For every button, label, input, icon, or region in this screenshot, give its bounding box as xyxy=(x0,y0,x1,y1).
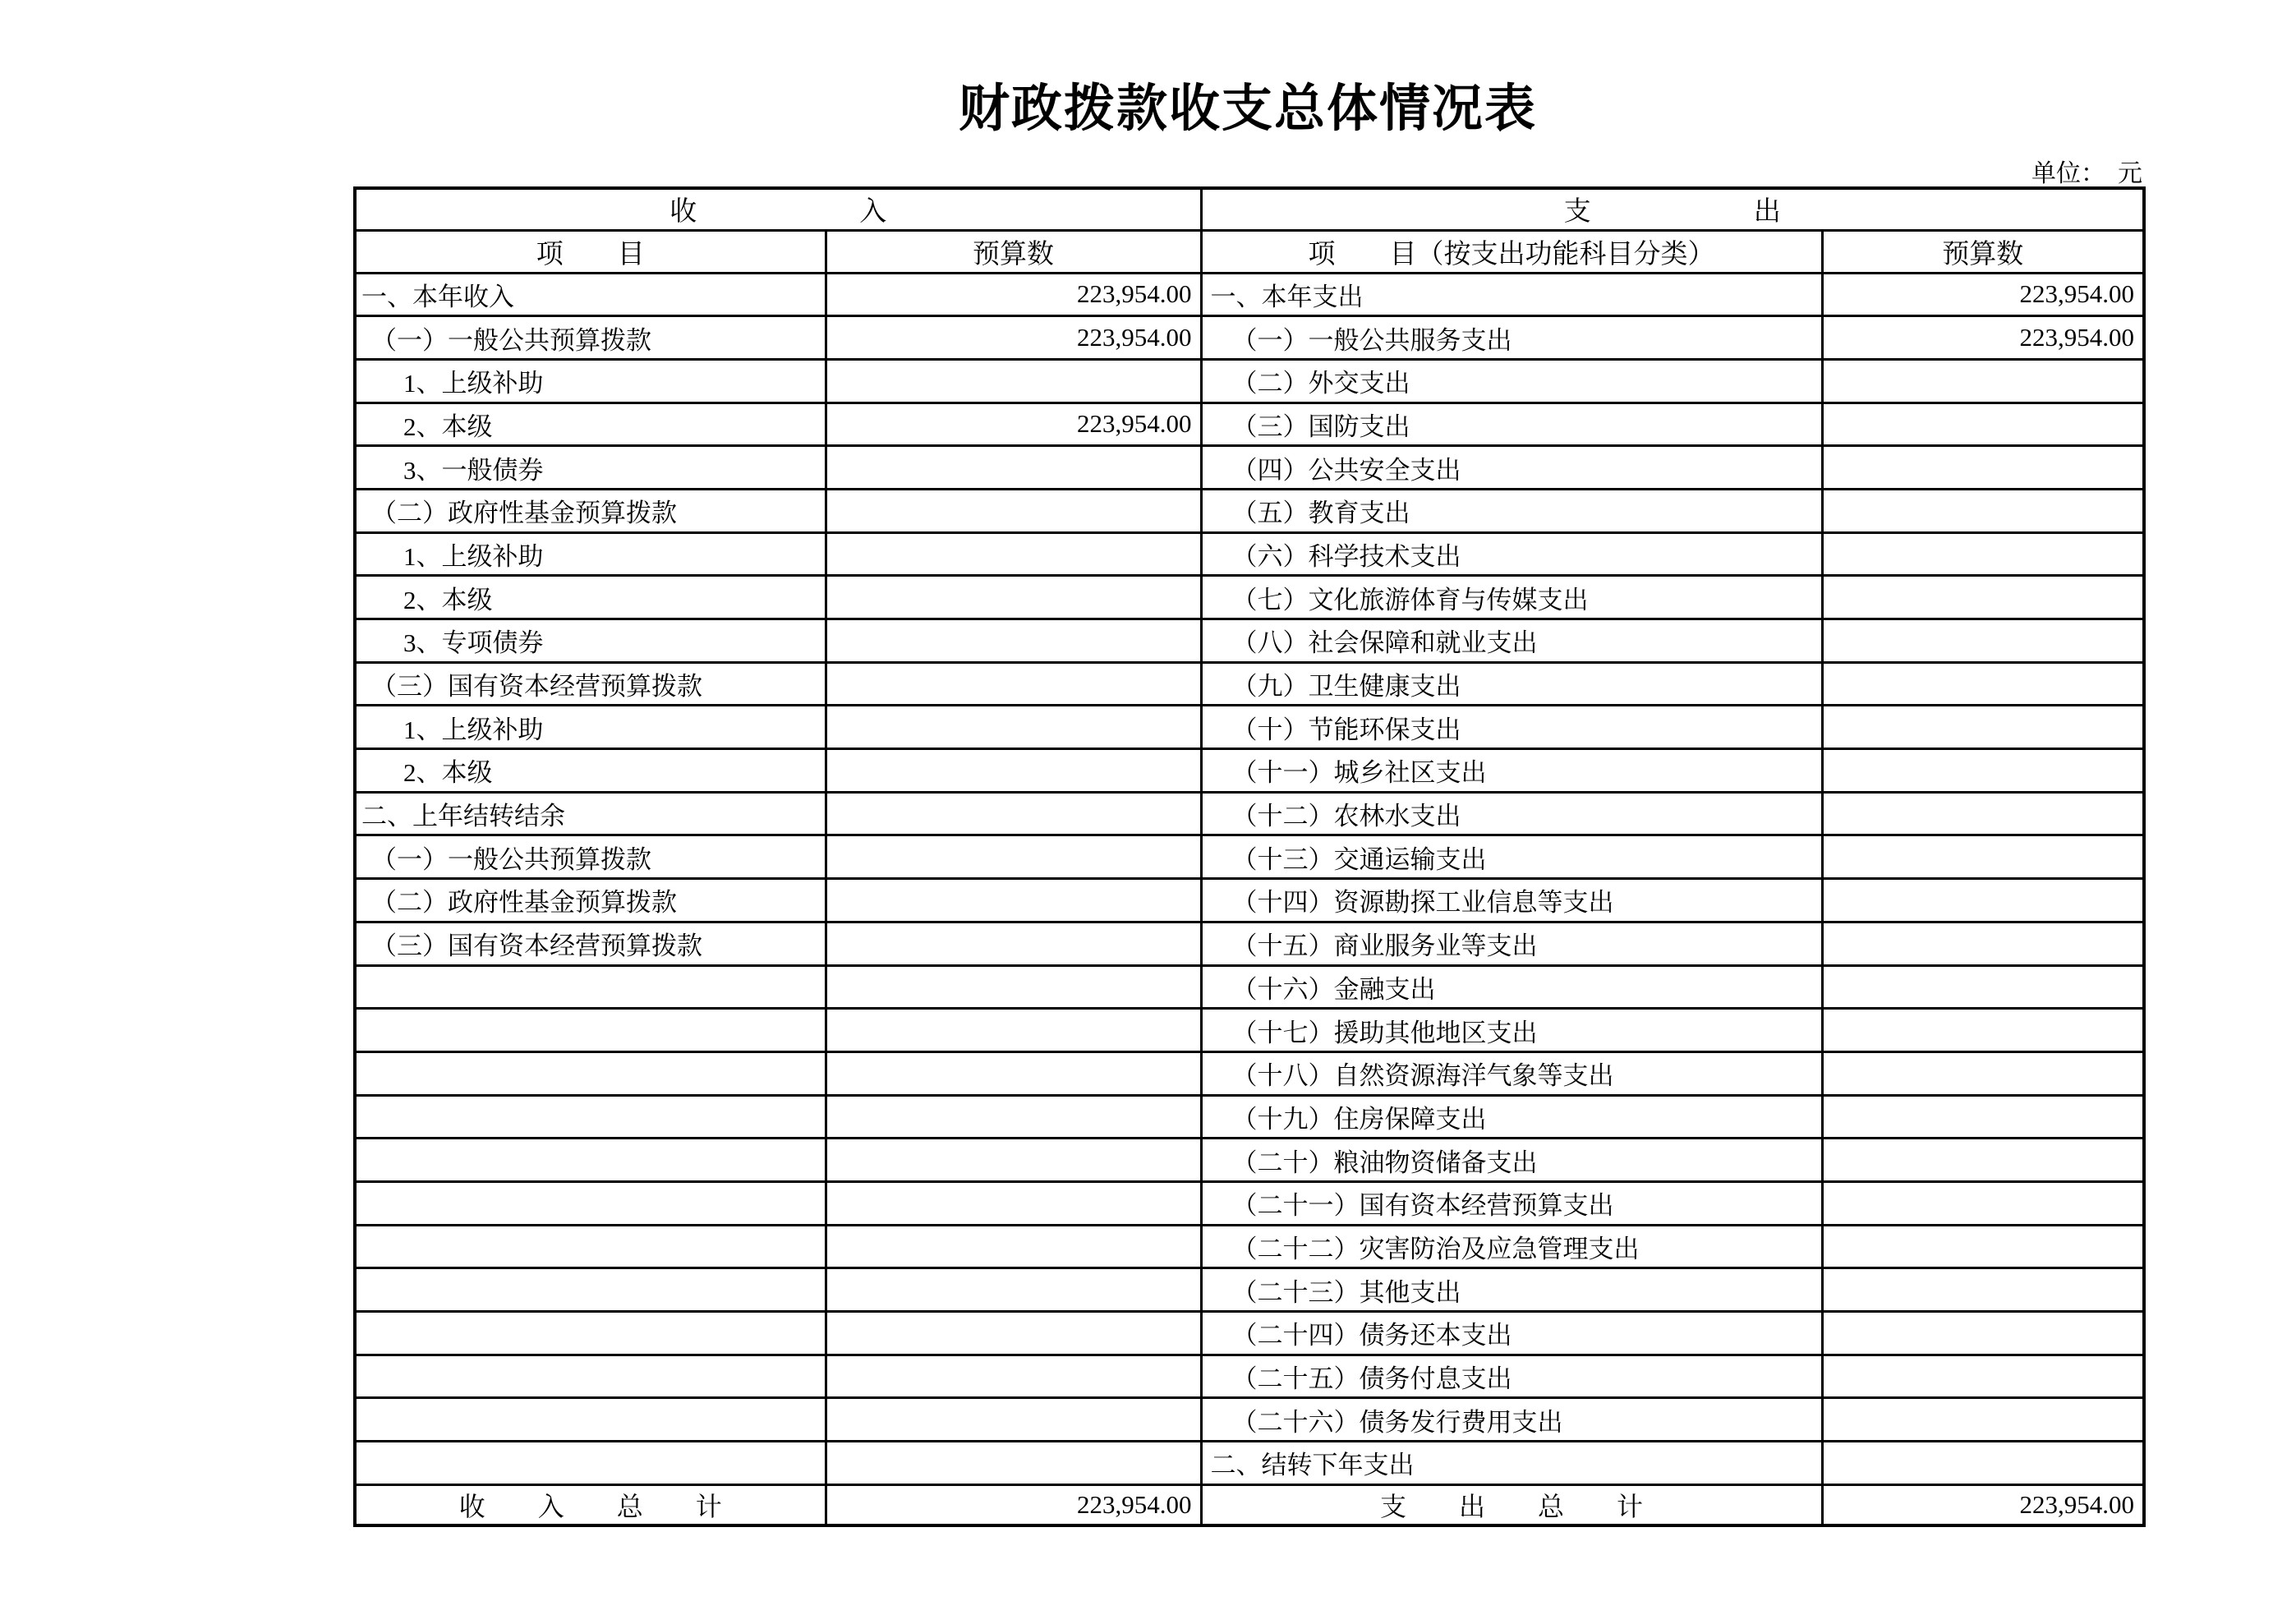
expenditure-budget-cell: 223,954.00 xyxy=(1822,273,2144,316)
expenditure-budget-cell xyxy=(1822,1181,2144,1225)
income-item-cell: 二、上年结转结余 xyxy=(355,792,826,835)
income-item-cell xyxy=(355,1051,826,1095)
table-row xyxy=(355,1225,2144,1268)
income-item-cell: 1、上级补助 xyxy=(355,532,826,576)
section-header-row xyxy=(355,188,2144,230)
income-budget-cell: 223,954.00 xyxy=(826,316,1201,360)
income-budget-header: 预算数 xyxy=(826,230,1201,273)
expenditure-budget-cell: 223,954.00 xyxy=(1822,316,2144,360)
income-budget-cell xyxy=(826,965,1201,1009)
expenditure-item-cell: （二十六）债务发行费用支出 xyxy=(1201,1398,1822,1442)
income-budget-cell xyxy=(826,879,1201,922)
income-item-cell: 3、专项债券 xyxy=(355,619,826,663)
table-row xyxy=(355,532,2144,576)
income-item-cell xyxy=(355,1095,826,1139)
income-budget-cell: 223,954.00 xyxy=(826,273,1201,316)
income-item-cell xyxy=(355,1268,826,1312)
expenditure-item-cell: （十八）自然资源海洋气象等支出 xyxy=(1201,1051,1822,1095)
income-item-cell: 2、本级 xyxy=(355,403,826,446)
table-row xyxy=(355,1355,2144,1398)
table-row xyxy=(355,1442,2144,1485)
expenditure-item-cell: （二十五）债务付息支出 xyxy=(1201,1355,1822,1398)
table-row xyxy=(355,273,2144,316)
expenditure-budget-cell xyxy=(1822,1268,2144,1312)
expenditure-item-cell: （四）公共安全支出 xyxy=(1201,446,1822,490)
expenditure-item-cell: 二、结转下年支出 xyxy=(1201,1442,1822,1485)
unit-label: 单位： 元 xyxy=(2031,160,2142,187)
expenditure-item-cell: （五）教育支出 xyxy=(1201,489,1822,532)
income-item-cell xyxy=(355,1355,826,1398)
expenditure-item-cell: （三）国防支出 xyxy=(1201,403,1822,446)
income-item-cell xyxy=(355,965,826,1009)
expenditure-item-cell: （九）卫生健康支出 xyxy=(1201,662,1822,706)
expenditure-budget-cell xyxy=(1822,1095,2144,1139)
table-row xyxy=(355,1268,2144,1312)
income-budget-cell xyxy=(826,1009,1201,1052)
income-budget-cell xyxy=(826,1095,1201,1139)
expenditure-item-cell: （十三）交通运输支出 xyxy=(1201,835,1822,879)
table-row xyxy=(355,792,2144,835)
expenditure-budget-cell xyxy=(1822,749,2144,793)
table-row xyxy=(355,316,2144,360)
table-row xyxy=(355,1095,2144,1139)
table-row xyxy=(355,922,2144,965)
income-budget-cell xyxy=(826,922,1201,965)
income-item-cell: 1、上级补助 xyxy=(355,706,826,749)
income-item-header: 项 目 xyxy=(355,230,826,273)
table-row xyxy=(355,1139,2144,1182)
table-row xyxy=(355,835,2144,879)
table-row xyxy=(355,359,2144,403)
expenditure-item-cell: 一、本年支出 xyxy=(1201,273,1822,316)
income-item-cell: （二）政府性基金预算拨款 xyxy=(355,489,826,532)
expenditure-item-cell: （二十一）国有资本经营预算支出 xyxy=(1201,1181,1822,1225)
table-row xyxy=(355,403,2144,446)
expenditure-item-cell: （十七）援助其他地区支出 xyxy=(1201,1009,1822,1052)
expenditure-item-cell: （六）科学技术支出 xyxy=(1201,532,1822,576)
table-row xyxy=(355,706,2144,749)
income-budget-cell xyxy=(826,792,1201,835)
income-item-cell: （三）国有资本经营预算拨款 xyxy=(355,922,826,965)
expenditure-item-cell: （十二）农林水支出 xyxy=(1201,792,1822,835)
income-item-cell xyxy=(355,1312,826,1355)
expenditure-budget-cell xyxy=(1822,1442,2144,1485)
income-item-cell: （三）国有资本经营预算拨款 xyxy=(355,662,826,706)
table-row xyxy=(355,489,2144,532)
table-body xyxy=(355,273,2144,1484)
expenditure-budget-cell xyxy=(1822,1225,2144,1268)
expenditure-budget-cell xyxy=(1822,706,2144,749)
expenditure-item-cell: （二十）粮油物资储备支出 xyxy=(1201,1139,1822,1182)
expenditure-item-cell: （十四）资源勘探工业信息等支出 xyxy=(1201,879,1822,922)
income-item-cell: 2、本级 xyxy=(355,749,826,793)
expenditure-budget-cell xyxy=(1822,446,2144,490)
income-budget-cell xyxy=(826,706,1201,749)
expenditure-item-cell: （二十二）灾害防治及应急管理支出 xyxy=(1201,1225,1822,1268)
expenditure-budget-cell xyxy=(1822,489,2144,532)
expenditure-budget-cell xyxy=(1822,662,2144,706)
expenditure-budget-cell xyxy=(1822,619,2144,663)
expenditure-budget-cell xyxy=(1822,1355,2144,1398)
table-row xyxy=(355,1312,2144,1355)
income-total-value: 223,954.00 xyxy=(826,1484,1201,1525)
income-total-label: 收 入 总 计 xyxy=(355,1484,826,1525)
expenditure-budget-cell xyxy=(1822,1312,2144,1355)
expenditure-section-header: 支 出 xyxy=(1201,188,2144,230)
income-item-cell: 2、本级 xyxy=(355,576,826,619)
expenditure-item-cell: （二）外交支出 xyxy=(1201,359,1822,403)
expenditure-budget-cell xyxy=(1822,532,2144,576)
income-budget-cell xyxy=(826,1139,1201,1182)
income-item-cell: （二）政府性基金预算拨款 xyxy=(355,879,826,922)
total-row xyxy=(355,1484,2144,1525)
income-item-cell: 3、一般债券 xyxy=(355,446,826,490)
table-row xyxy=(355,1398,2144,1442)
expenditure-budget-header: 预算数 xyxy=(1822,230,2144,273)
table-row xyxy=(355,619,2144,663)
expenditure-budget-cell xyxy=(1822,403,2144,446)
income-budget-cell xyxy=(826,1051,1201,1095)
income-budget-cell xyxy=(826,576,1201,619)
table-row xyxy=(355,1009,2144,1052)
income-budget-cell xyxy=(826,1398,1201,1442)
income-budget-cell xyxy=(826,446,1201,490)
expenditure-item-cell: （十九）住房保障支出 xyxy=(1201,1095,1822,1139)
income-budget-cell xyxy=(826,619,1201,663)
expenditure-item-cell: （七）文化旅游体育与传媒支出 xyxy=(1201,576,1822,619)
page-title: 财政拨款收支总体情况表 xyxy=(958,78,1537,138)
income-item-cell xyxy=(355,1398,826,1442)
table-row xyxy=(355,879,2144,922)
table-row xyxy=(355,1181,2144,1225)
table-row xyxy=(355,446,2144,490)
income-budget-cell xyxy=(826,1225,1201,1268)
expenditure-budget-cell xyxy=(1822,1398,2144,1442)
income-budget-cell xyxy=(826,1181,1201,1225)
income-budget-cell xyxy=(826,1355,1201,1398)
expenditure-item-cell: （十一）城乡社区支出 xyxy=(1201,749,1822,793)
income-item-cell: （一）一般公共预算拨款 xyxy=(355,835,826,879)
expenditure-budget-cell xyxy=(1822,879,2144,922)
income-section-header: 收 入 xyxy=(355,188,1201,230)
income-budget-cell xyxy=(826,532,1201,576)
income-item-cell xyxy=(355,1009,826,1052)
table-row xyxy=(355,1051,2144,1095)
table-row xyxy=(355,965,2144,1009)
income-budget-cell xyxy=(826,489,1201,532)
expenditure-item-cell: （二十三）其他支出 xyxy=(1201,1268,1822,1312)
expenditure-budget-cell xyxy=(1822,1009,2144,1052)
expenditure-total-value: 223,954.00 xyxy=(1822,1484,2144,1525)
income-budget-cell xyxy=(826,835,1201,879)
expenditure-budget-cell xyxy=(1822,835,2144,879)
expenditure-item-cell: （十五）商业服务业等支出 xyxy=(1201,922,1822,965)
expenditure-item-cell: （十六）金融支出 xyxy=(1201,965,1822,1009)
column-header-row xyxy=(355,230,2144,273)
income-item-cell xyxy=(355,1442,826,1485)
expenditure-budget-cell xyxy=(1822,922,2144,965)
income-item-cell xyxy=(355,1225,826,1268)
income-item-cell: 一、本年收入 xyxy=(355,273,826,316)
expenditure-item-header: 项 目（按支出功能科目分类） xyxy=(1201,230,1822,273)
income-budget-cell: 223,954.00 xyxy=(826,403,1201,446)
income-item-cell xyxy=(355,1139,826,1182)
table-row xyxy=(355,749,2144,793)
table-row xyxy=(355,662,2144,706)
income-item-cell: （一）一般公共预算拨款 xyxy=(355,316,826,360)
budget-table xyxy=(353,186,2146,1527)
expenditure-item-cell: （二十四）债务还本支出 xyxy=(1201,1312,1822,1355)
expenditure-budget-cell xyxy=(1822,359,2144,403)
income-budget-cell xyxy=(826,1268,1201,1312)
expenditure-budget-cell xyxy=(1822,1139,2144,1182)
expenditure-budget-cell xyxy=(1822,1051,2144,1095)
expenditure-budget-cell xyxy=(1822,792,2144,835)
income-budget-cell xyxy=(826,359,1201,403)
income-item-cell: 1、上级补助 xyxy=(355,359,826,403)
expenditure-budget-cell xyxy=(1822,576,2144,619)
income-budget-cell xyxy=(826,662,1201,706)
expenditure-budget-cell xyxy=(1822,965,2144,1009)
expenditure-total-label: 支 出 总 计 xyxy=(1201,1484,1822,1525)
income-budget-cell xyxy=(826,1312,1201,1355)
expenditure-item-cell: （一）一般公共服务支出 xyxy=(1201,316,1822,360)
table-row xyxy=(355,576,2144,619)
expenditure-item-cell: （十）节能环保支出 xyxy=(1201,706,1822,749)
expenditure-item-cell: （八）社会保障和就业支出 xyxy=(1201,619,1822,663)
income-item-cell xyxy=(355,1181,826,1225)
income-budget-cell xyxy=(826,1442,1201,1485)
income-budget-cell xyxy=(826,749,1201,793)
